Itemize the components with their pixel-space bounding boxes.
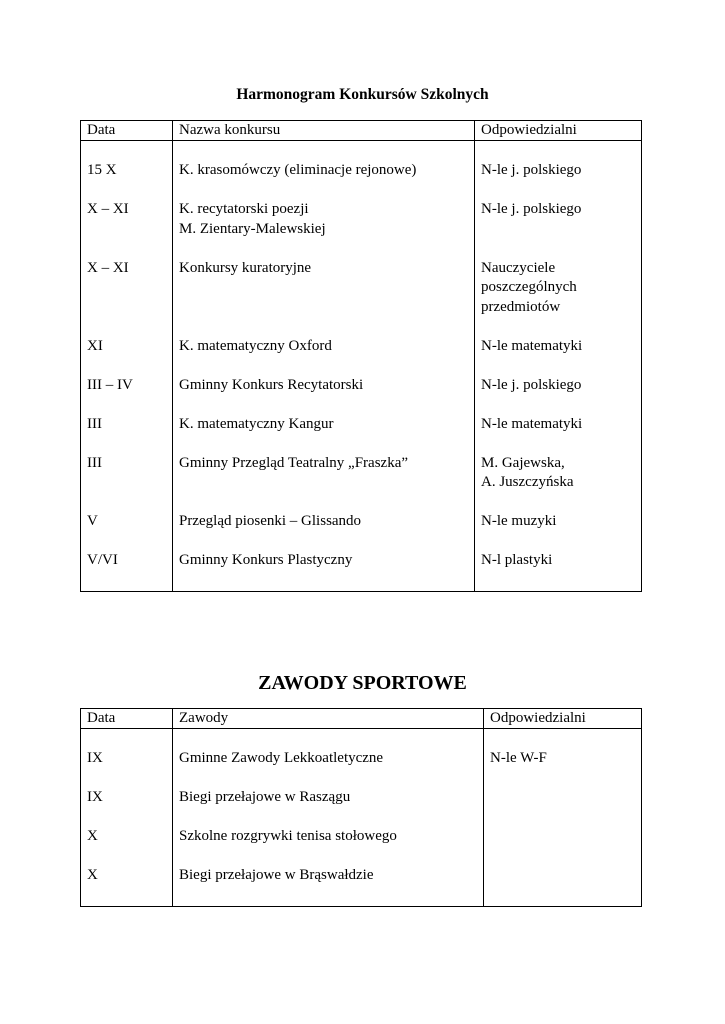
contests-name-line: Konkursy kuratoryjne xyxy=(179,259,312,276)
contests-responsible-line: Nauczyciele xyxy=(481,259,556,276)
contests-name-line: Przegląd piosenki – Glissando xyxy=(179,513,362,529)
contests-row xyxy=(81,512,642,551)
sports-responsible-cell xyxy=(484,729,642,789)
contests-table xyxy=(80,120,642,592)
sports-date-cell: X xyxy=(81,866,173,906)
contests-responsible-line: N-le j. polskiego xyxy=(481,376,582,393)
contests-row xyxy=(81,454,642,513)
sports-date-cell: X xyxy=(81,827,173,866)
contests-date-cell: III xyxy=(81,415,173,454)
contests-date-cell: X – XI xyxy=(81,200,173,259)
sports-row xyxy=(81,729,642,789)
contests-name-cell xyxy=(173,141,475,201)
sports-table xyxy=(80,708,642,907)
sports-header-row xyxy=(81,709,642,729)
sports-responsible-cell xyxy=(484,788,642,827)
contests-row xyxy=(81,337,642,376)
contests-responsible-line: N-le muzyki xyxy=(481,513,557,529)
contests-date-cell: XI xyxy=(81,337,173,376)
contests-responsible-cell xyxy=(475,337,642,376)
contests-responsible-cell xyxy=(475,551,642,591)
sports-body xyxy=(81,729,642,907)
contests-row xyxy=(81,200,642,259)
sports-responsible-cell xyxy=(484,827,642,866)
contests-date-cell: X – XI xyxy=(81,259,173,337)
contests-responsible-cell xyxy=(475,141,642,201)
sports-responsible-line: N-le W-F xyxy=(490,750,547,766)
sports-name-cell xyxy=(173,729,484,789)
contests-row xyxy=(81,551,642,591)
contests-responsible-cell xyxy=(475,454,642,513)
contests-responsible-line: przedmiotów xyxy=(481,298,561,315)
contests-header-name: Nazwa konkursu xyxy=(173,121,475,141)
contests-responsible-line: N-le matematyki xyxy=(481,415,583,432)
contests-responsible-cell xyxy=(475,512,642,551)
sports-row xyxy=(81,827,642,866)
contests-header-row xyxy=(81,121,642,141)
sports-responsible-cell xyxy=(484,866,642,906)
sports-name-line: Biegi przełajowe w Brąswałdzie xyxy=(179,867,374,883)
contests-responsible-cell xyxy=(475,415,642,454)
contests-name-cell xyxy=(173,454,475,513)
sports-name-cell xyxy=(173,827,484,866)
sports-name-line: Gminne Zawody Lekkoatletyczne xyxy=(179,750,384,766)
contests-name-cell xyxy=(173,551,475,591)
contests-date-cell: III – IV xyxy=(81,376,173,415)
contests-name-cell xyxy=(173,337,475,376)
contests-responsible-line: N-le j. polskiego xyxy=(481,201,582,217)
contests-responsible-line: N-le j. polskiego xyxy=(481,162,582,178)
sports-header-name: Zawody xyxy=(173,709,484,729)
contests-responsible-cell xyxy=(475,376,642,415)
contests-row xyxy=(81,376,642,415)
contests-name-line: K. matematyczny Kangur xyxy=(179,415,334,432)
contests-body xyxy=(81,141,642,592)
contests-date-cell: 15 X xyxy=(81,141,173,201)
contests-name-line: Gminny Konkurs Plastyczny xyxy=(179,552,353,568)
contests-name-cell xyxy=(173,200,475,259)
contests-row xyxy=(81,259,642,337)
contests-responsible-line: N-l plastyki xyxy=(481,552,553,568)
contests-name-cell xyxy=(173,259,475,337)
contests-name-cell xyxy=(173,512,475,551)
contests-title: Harmonogram Konkursów Szkolnych xyxy=(236,86,489,103)
contests-name-line: K. recytatorski poezji xyxy=(179,201,309,217)
contests-date-cell: V/VI xyxy=(81,551,173,591)
contests-responsible-line: poszczególnych xyxy=(481,279,577,295)
sports-date-cell: IX xyxy=(81,729,173,789)
sports-date-cell: IX xyxy=(81,788,173,827)
contests-date-cell: V xyxy=(81,512,173,551)
sports-title: ZAWODY SPORTOWE xyxy=(258,672,467,694)
contests-row xyxy=(81,415,642,454)
sports-header-date: Data xyxy=(81,709,173,729)
sports-row xyxy=(81,788,642,827)
contests-name-cell xyxy=(173,376,475,415)
contests-name-line: Gminny Konkurs Recytatorski xyxy=(179,376,364,393)
contests-responsible-line: N-le matematyki xyxy=(481,337,583,354)
contests-header-responsible: Odpowiedzialni xyxy=(475,121,642,141)
sports-row xyxy=(81,866,642,906)
contests-responsible-cell xyxy=(475,200,642,259)
sports-header-responsible: Odpowiedzialni xyxy=(484,709,642,729)
contests-name-line: K. krasomówczy (eliminacje rejonowe) xyxy=(179,162,417,178)
sports-name-cell xyxy=(173,788,484,827)
contests-responsible-line: A. Juszczyńska xyxy=(481,474,574,490)
sports-name-line: Szkolne rozgrywki tenisa stołowego xyxy=(179,828,397,844)
contests-date-cell: III xyxy=(81,454,173,513)
sports-name-line: Biegi przełajowe w Raszągu xyxy=(179,789,351,805)
contests-responsible-cell xyxy=(475,259,642,337)
contests-row xyxy=(81,141,642,201)
contests-name-line: M. Zientary-Malewskiej xyxy=(179,220,326,237)
contests-name-cell xyxy=(173,415,475,454)
contests-name-line: K. matematyczny Oxford xyxy=(179,337,332,354)
contests-responsible-line: M. Gajewska, xyxy=(481,454,565,471)
contests-name-line: Gminny Przegląd Teatralny „Fraszka” xyxy=(179,454,409,471)
sports-name-cell xyxy=(173,866,484,906)
contests-header-date: Data xyxy=(81,121,173,141)
